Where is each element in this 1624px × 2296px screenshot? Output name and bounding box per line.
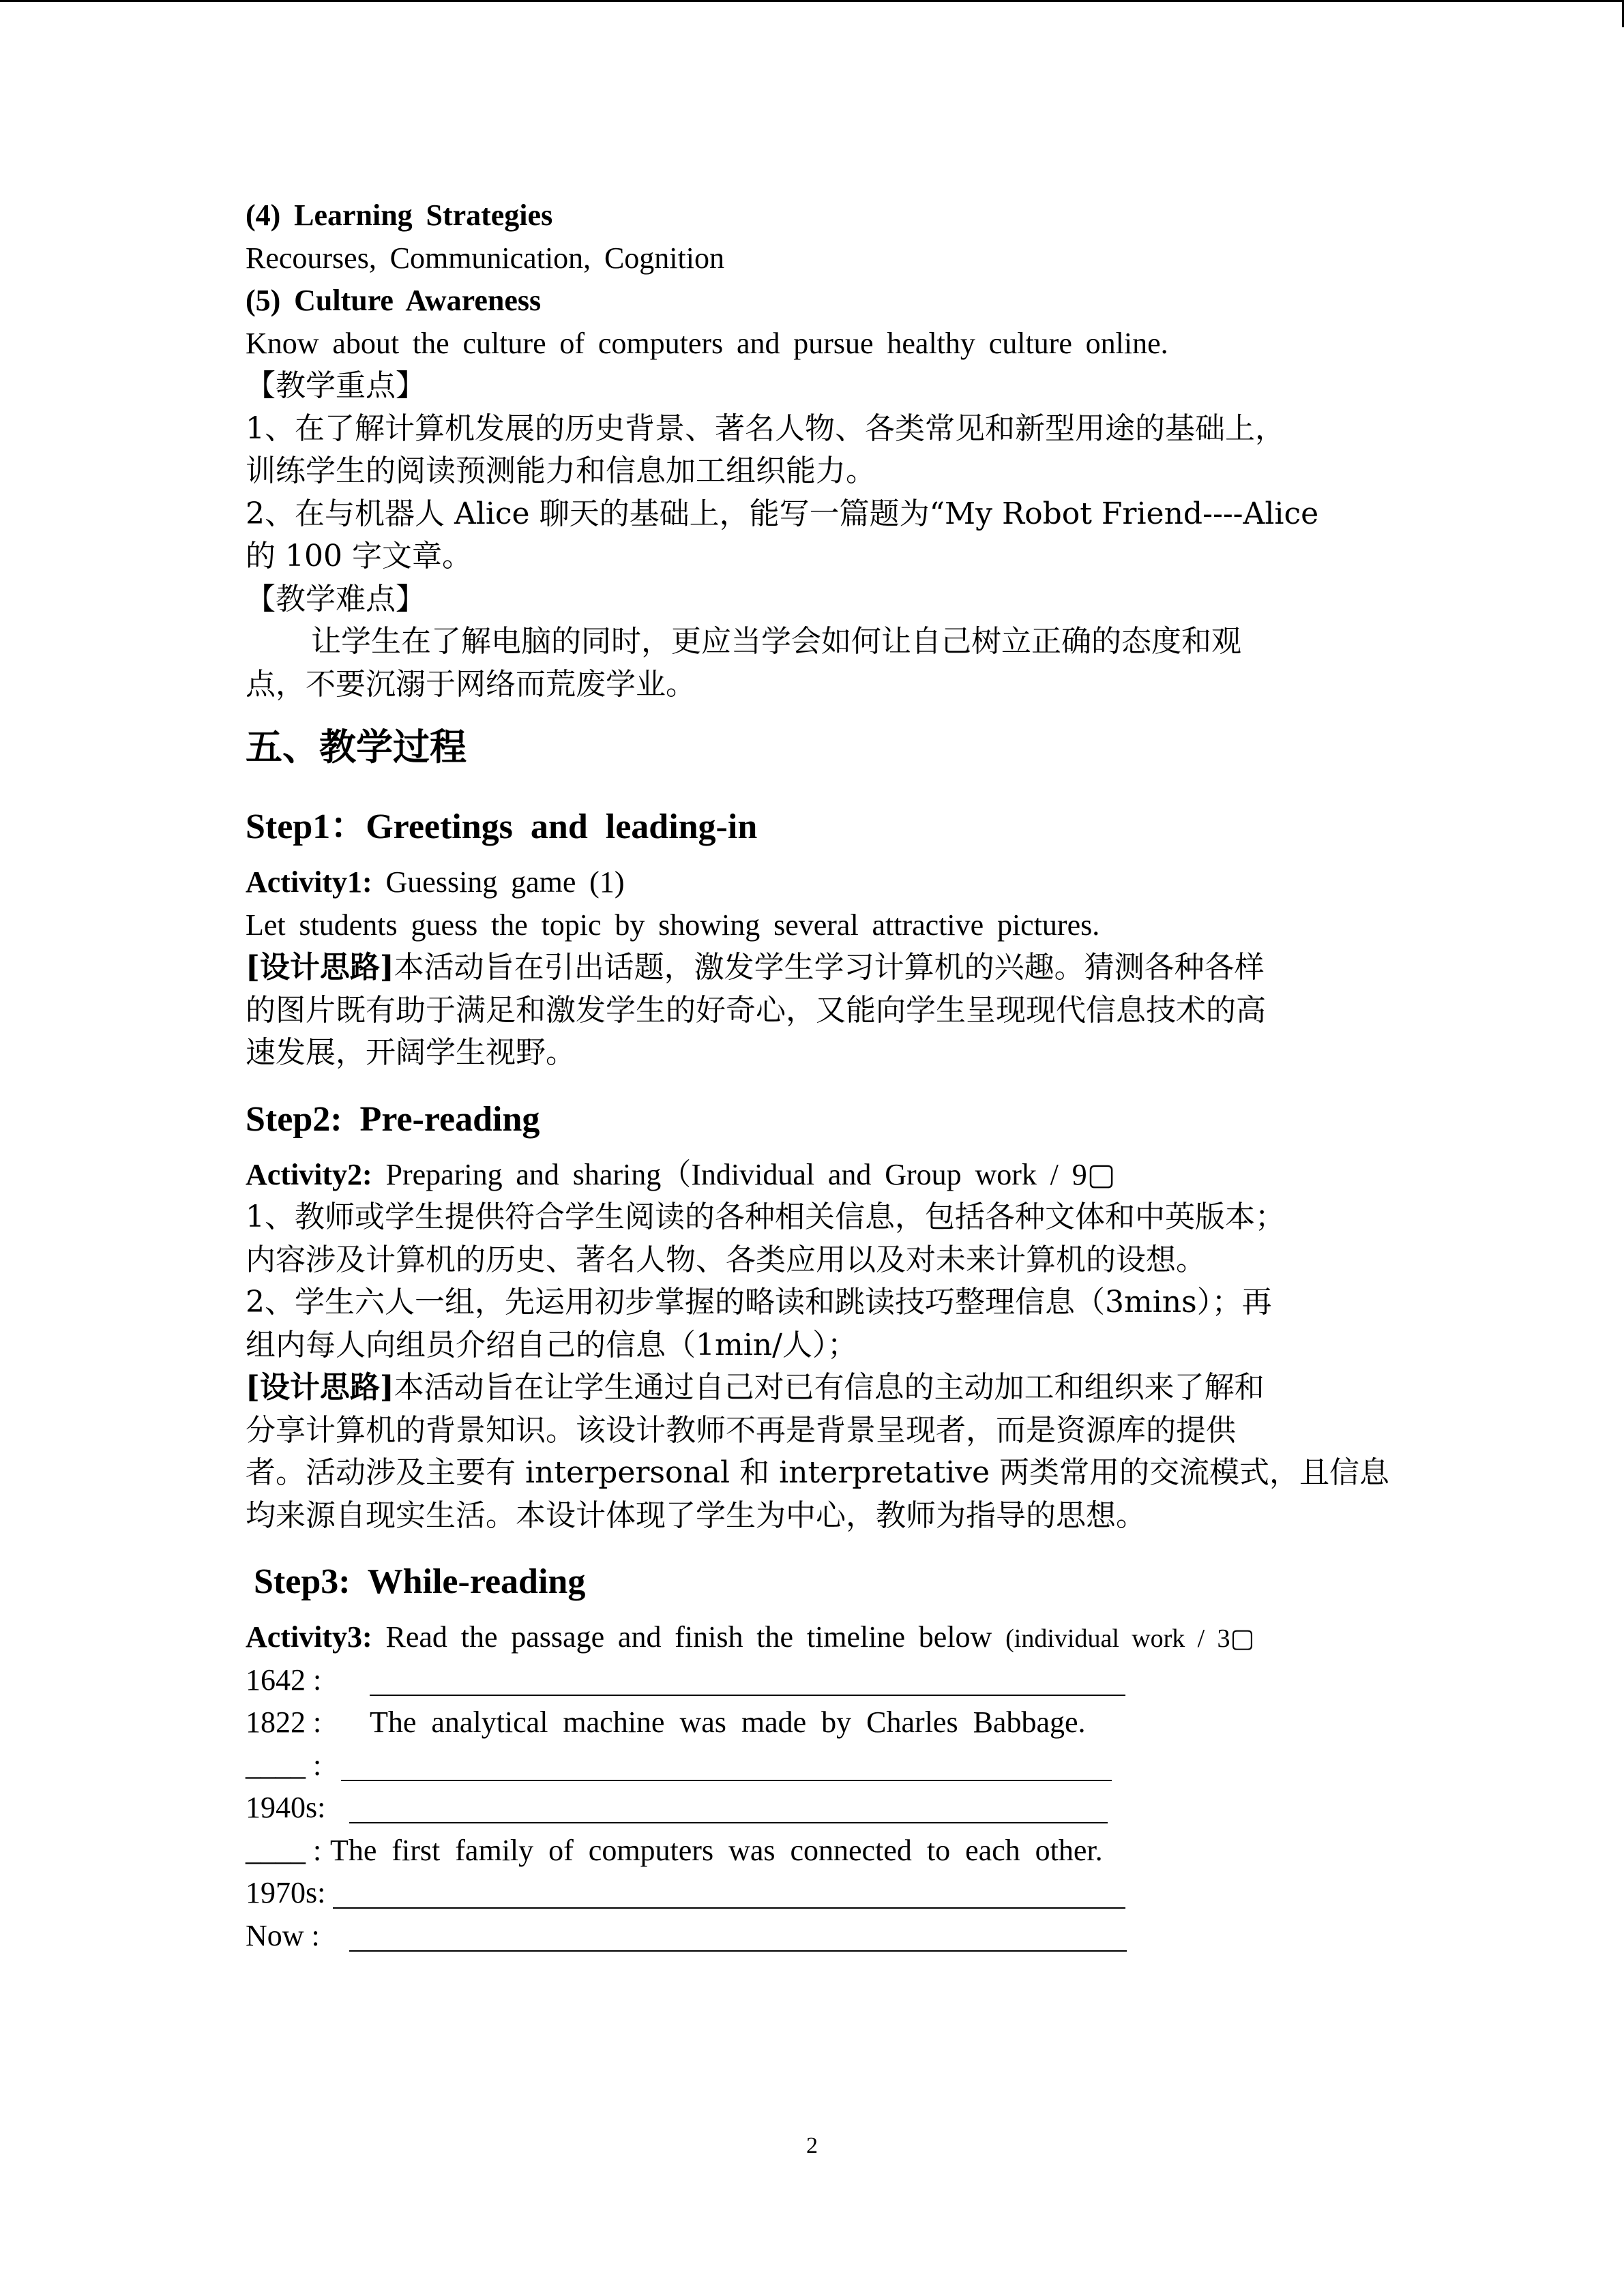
step2-line: 2、学生六人一组，先运用初步掌握的略读和跳读技巧整理信息（3mins）；再 — [246, 1285, 1272, 1320]
design-text: 本活动旨在引出话题，激发学生学习计算机的兴趣。猜测各种各样 — [394, 950, 1265, 985]
difficulties-heading: 【教学难点】 — [246, 581, 426, 616]
page-top-border — [0, 0, 1624, 2]
timeline-label: 1642 : — [246, 1663, 322, 1697]
key-points-line: 训练学生的阅读预测能力和信息加工组织能力。 — [246, 453, 876, 488]
timeline-label: ____ : — [246, 1833, 322, 1867]
blank-answer-line[interactable] — [349, 1822, 1108, 1823]
timeline-row — [246, 1915, 1391, 1958]
timeline-label: 1970s: — [246, 1876, 326, 1909]
strategies-heading: (4) Learning Strategies — [246, 198, 553, 232]
timeline-text: The analytical machine was made by Charles Babbage. — [370, 1705, 1086, 1739]
timeline-row — [246, 1744, 1391, 1787]
activity1-label: Activity1: — [246, 865, 372, 899]
timeline-text: The first family of computers was connected to each other. — [330, 1833, 1103, 1867]
process-heading: 五、教学过程 — [246, 725, 467, 769]
timeline-row — [246, 1659, 1391, 1702]
timeline-row — [246, 1701, 1391, 1744]
blank-answer-line[interactable] — [349, 1950, 1127, 1952]
timeline-label: Now : — [246, 1918, 320, 1952]
activity2-line — [246, 1154, 1391, 1197]
timeline-label: 1822 : — [246, 1705, 322, 1739]
key-points-line: 的 100 字文章。 — [246, 539, 472, 573]
document-body — [246, 194, 1391, 1957]
activity3-suffix: (individual work / 3▢ — [1005, 1624, 1255, 1653]
key-points-heading: 【教学重点】 — [246, 368, 426, 403]
step1-design-line — [246, 946, 1391, 989]
blank-answer-line[interactable] — [333, 1907, 1125, 1909]
activity3-text: Read the passage and finish the timeline below — [372, 1620, 1006, 1654]
step2-line: 1、教师或学生提供符合学生阅读的各种相关信息，包括各种文体和中英版本； — [246, 1199, 1285, 1234]
difficulties-line: 让学生在了解电脑的同时，更应当学会如何让自己树立正确的态度和观 — [311, 624, 1241, 659]
design-label: [设计思路] — [246, 1370, 394, 1405]
step3-title: Step3: While-reading — [254, 1562, 586, 1601]
blank-answer-line[interactable] — [341, 1780, 1112, 1781]
step2-design-line: 者。活动涉及主要有 interpersonal 和 interpretative 两类常用的交流模式，且信息 — [246, 1455, 1390, 1490]
culture-heading: (5) Culture Awareness — [246, 284, 542, 317]
page-number: 2 — [806, 2133, 818, 2158]
design-label: [设计思路] — [246, 950, 394, 985]
step1-design-line: 的图片既有助于满足和激发学生的好奇心，又能向学生呈现现代信息技术的高 — [246, 992, 1266, 1028]
step2-design-line: 均来源自现实生活。本设计体现了学生为中心，教师为指导的思想。 — [246, 1497, 1146, 1533]
difficulties-line: 点，不要沉溺于网络而荒废学业。 — [246, 666, 696, 702]
activity2-text: Preparing and sharing（Individual and Group work / 9▢ — [372, 1157, 1116, 1191]
step2-line: 内容涉及计算机的历史、著名人物、各类应用以及对未来计算机的设想。 — [246, 1242, 1206, 1277]
blank-answer-line[interactable] — [370, 1695, 1125, 1696]
timeline-label: ____ : — [246, 1748, 322, 1782]
activity1-line — [246, 861, 1391, 904]
activity3-line — [246, 1616, 1391, 1659]
design-text: 本活动旨在让学生通过自己对已有信息的主动加工和组织来了解和 — [394, 1370, 1265, 1405]
activity1-text: Guessing game (1) — [372, 865, 625, 899]
step2-title: Step2: Pre-reading — [246, 1099, 540, 1139]
step2-design-line — [246, 1367, 1391, 1410]
activity1-instruction: Let students guess the topic by showing several attractive pictures. — [246, 908, 1100, 942]
timeline-row — [246, 1830, 1391, 1873]
step2-design-line: 分享计算机的背景知识。该设计教师不再是背景呈现者，而是资源库的提供 — [246, 1412, 1236, 1448]
timeline-row — [246, 1787, 1391, 1830]
step1-design-line: 速发展，开阔学生视野。 — [246, 1035, 576, 1070]
timeline-label: 1940s: — [246, 1791, 326, 1824]
key-points-line: 1、在了解计算机发展的历史背景、著名人物、各类常见和新型用途的基础上， — [246, 411, 1285, 446]
key-points-line: 2、在与机器人 Alice 聊天的基础上，能写一篇题为“My Robot Friend----Alice — [246, 496, 1319, 531]
activity2-label: Activity2: — [246, 1157, 372, 1191]
activity3-label: Activity3: — [246, 1620, 372, 1654]
timeline — [246, 1659, 1391, 1958]
step2-line: 组内每人向组员介绍自己的信息（1min/人）； — [246, 1327, 857, 1362]
strategies-text: Recourses, Communication, Cognition — [246, 241, 724, 275]
timeline-row — [246, 1872, 1391, 1915]
step1-title: Step1：Greetings and leading-in — [246, 807, 758, 846]
culture-text: Know about the culture of computers and pursue healthy culture online. — [246, 326, 1168, 360]
